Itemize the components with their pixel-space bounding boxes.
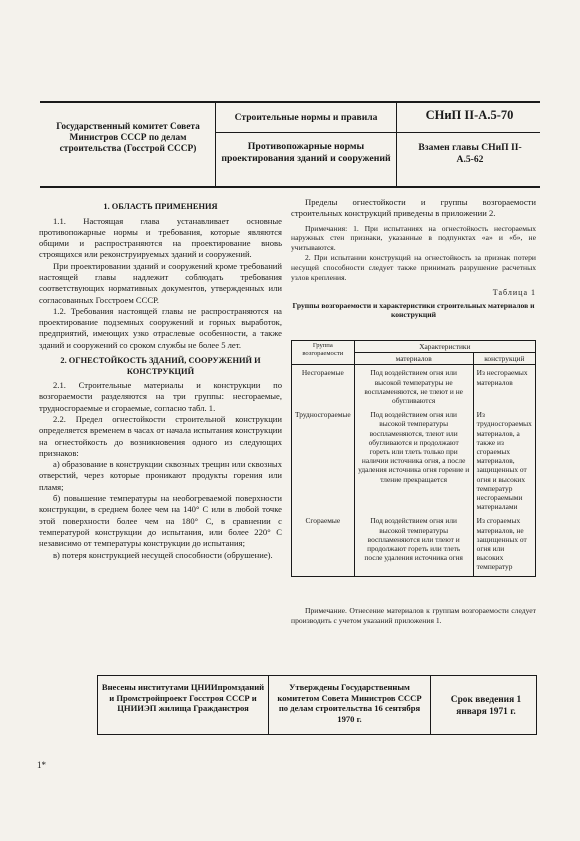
header-top-rule [40, 101, 540, 103]
fire-resistance-intro: Пределы огнестойкости и группы возгораемости строительных конструкций приведены в приложении 2. [291, 197, 536, 219]
section-1-heading: 1. ОБЛАСТЬ ПРИМЕНЕНИЯ [103, 202, 218, 211]
row-group: Трудносгораемые [292, 406, 355, 512]
table-title: Группы возгораемости и характеристики строительных материалов и конструкций [292, 300, 535, 319]
note-1: Примечания: 1. При испытаниях на огнестойкость несгораемых наружных стен признаки, указанные в подпунктах «а» и «б», не учитываются. [291, 223, 536, 253]
table-label: Таблица 1 [492, 288, 536, 298]
clause-2-1: 2.1. Строительные материалы и конструкции по возгораемости разделяются на три группы: несгораемые, трудносгораемые и сгораемые, согласно табл. 1. [39, 380, 282, 413]
row-constructions: Из сгораемых материалов, не защищенных от огня или высоких температур [473, 512, 535, 576]
row-constructions: Из трудносгораемых материалов, а также из сгораемых материалов, защищенных от огня и высоких температур несгораемыми материалами [473, 406, 535, 512]
document-code: СНиП II-А.5-70 [425, 108, 514, 122]
header-inner-rule [215, 132, 540, 133]
clause-1-1-cont: При проектировании зданий и сооружений кроме требований настоящей главы надлежит соблюдать требования соответствующих нормативных документов, утвержденных или согласованных Госстроем СССР. [39, 260, 282, 305]
col-characteristics-header: Характеристики [354, 341, 535, 353]
approved-by: Утверждены Государственным комитетом Совета Министров СССР по делам строительства 16 сентября 1970 г. [277, 682, 422, 724]
table-footnote: Примечание. Отнесение материалов к группам возгораемости следует производить с учетом указаний приложения 1. [291, 606, 536, 625]
header-divider-1 [215, 101, 216, 188]
row-materials: Под воздействием огня или высокой температуры воспламеняются, тлеют или обугливаются и продолжают гореть или тлеть только при наличии источника огня, а после удаления источника огня горение и тление прекращается [354, 406, 473, 512]
sign-a: а) образование в конструкции сквозных трещин или сквозных отверстий, через которые проникают продукты горения или пламя; [39, 459, 282, 492]
replaces-note: Взамен главы СНиП II-А.5-62 [418, 142, 522, 165]
table-row [292, 406, 536, 512]
footer-divider-2 [430, 675, 431, 735]
clause-1-1: 1.1. Настоящая глава устанавливает основные противопожарные нормы и требования, которые являются общими и распространяются на проектирование вновь строящихся или реконструируемых зданий и сооружений. [39, 215, 282, 260]
header-divider-2 [396, 101, 397, 188]
section-2-heading: 2. ОГНЕСТОЙКОСТЬ ЗДАНИЙ, СООРУЖЕНИЙ И КОНСТРУКЦИЙ [60, 356, 261, 376]
row-group: Сгораемые [292, 512, 355, 576]
note-2: 2. При испытании конструкций на огнестойкость за признак потери несущей способности следует также принимать разрушение расчетных узлов крепления. [291, 252, 536, 282]
left-column [39, 197, 282, 561]
effective-date: Срок введения 1 января 1971 г. [450, 695, 522, 717]
page-mark: 1* [37, 760, 46, 770]
norms-series: Строительные нормы и правила [234, 112, 378, 123]
col-constructions-header: конструкций [473, 353, 535, 365]
footer-bottom-rule [97, 734, 537, 735]
footer-top-rule [97, 675, 537, 676]
combustibility-table [291, 340, 536, 577]
right-column [291, 197, 536, 319]
col-materials-header: материалов [354, 353, 473, 365]
document-title: Противопожарные нормы проектирования зданий и сооружений [221, 141, 391, 164]
footer-left-border [97, 675, 98, 735]
issuing-committee: Государственный комитет Совета Министров СССР по делам строительства (Госстрой СССР) [56, 122, 200, 154]
row-constructions: Из несгораемых материалов [473, 365, 535, 406]
table-row [292, 365, 536, 406]
header-bottom-rule [40, 186, 540, 188]
clause-1-2: 1.2. Требования настоящей главы не распространяются на проектирование подземных сооружений и горных выработок, предприятий, имеющих узко отраслевые особенности, а также зданий и сооружений со сроком службы не более 5 лет. [39, 305, 282, 350]
row-materials: Под воздействием огня или высокой температуры не воспламеняются, не тлеют и не обугливаются [354, 365, 473, 406]
col-group-header: Группа возгораемости [292, 341, 355, 365]
table-row [292, 512, 536, 576]
row-group: Несгораемые [292, 365, 355, 406]
clause-2-2: 2.2. Предел огнестойкости строительной конструкции определяется временем в часах от начала испытания конструкции на огнестойкость до возникновения одного из следующих признаков: [39, 413, 282, 458]
sign-c: в) потеря конструкцией несущей способности (обрушение). [53, 549, 273, 560]
footer-right-border [536, 675, 537, 735]
sign-b: б) повышение температуры на необогреваемой поверхности конструкции, в среднем более чем на 140° С или в любой точке этой поверхности более чем на 180° С, в сравнении с температурой конструкции до испытания, или более 220° С независимо от температуры конструкции до испытания; [39, 493, 282, 549]
row-materials: Под воздействием огня или высокой температуры воспламеняются или тлеют и продолжают гореть или тлеть после удаления источника огня [354, 512, 473, 576]
submitted-by: Внесены институтами ЦНИИпромзданий и Промстройпроект Госстроя СССР и ЦНИИЭП жилища Гражданстроя [101, 682, 265, 713]
footer-divider-1 [268, 675, 269, 735]
